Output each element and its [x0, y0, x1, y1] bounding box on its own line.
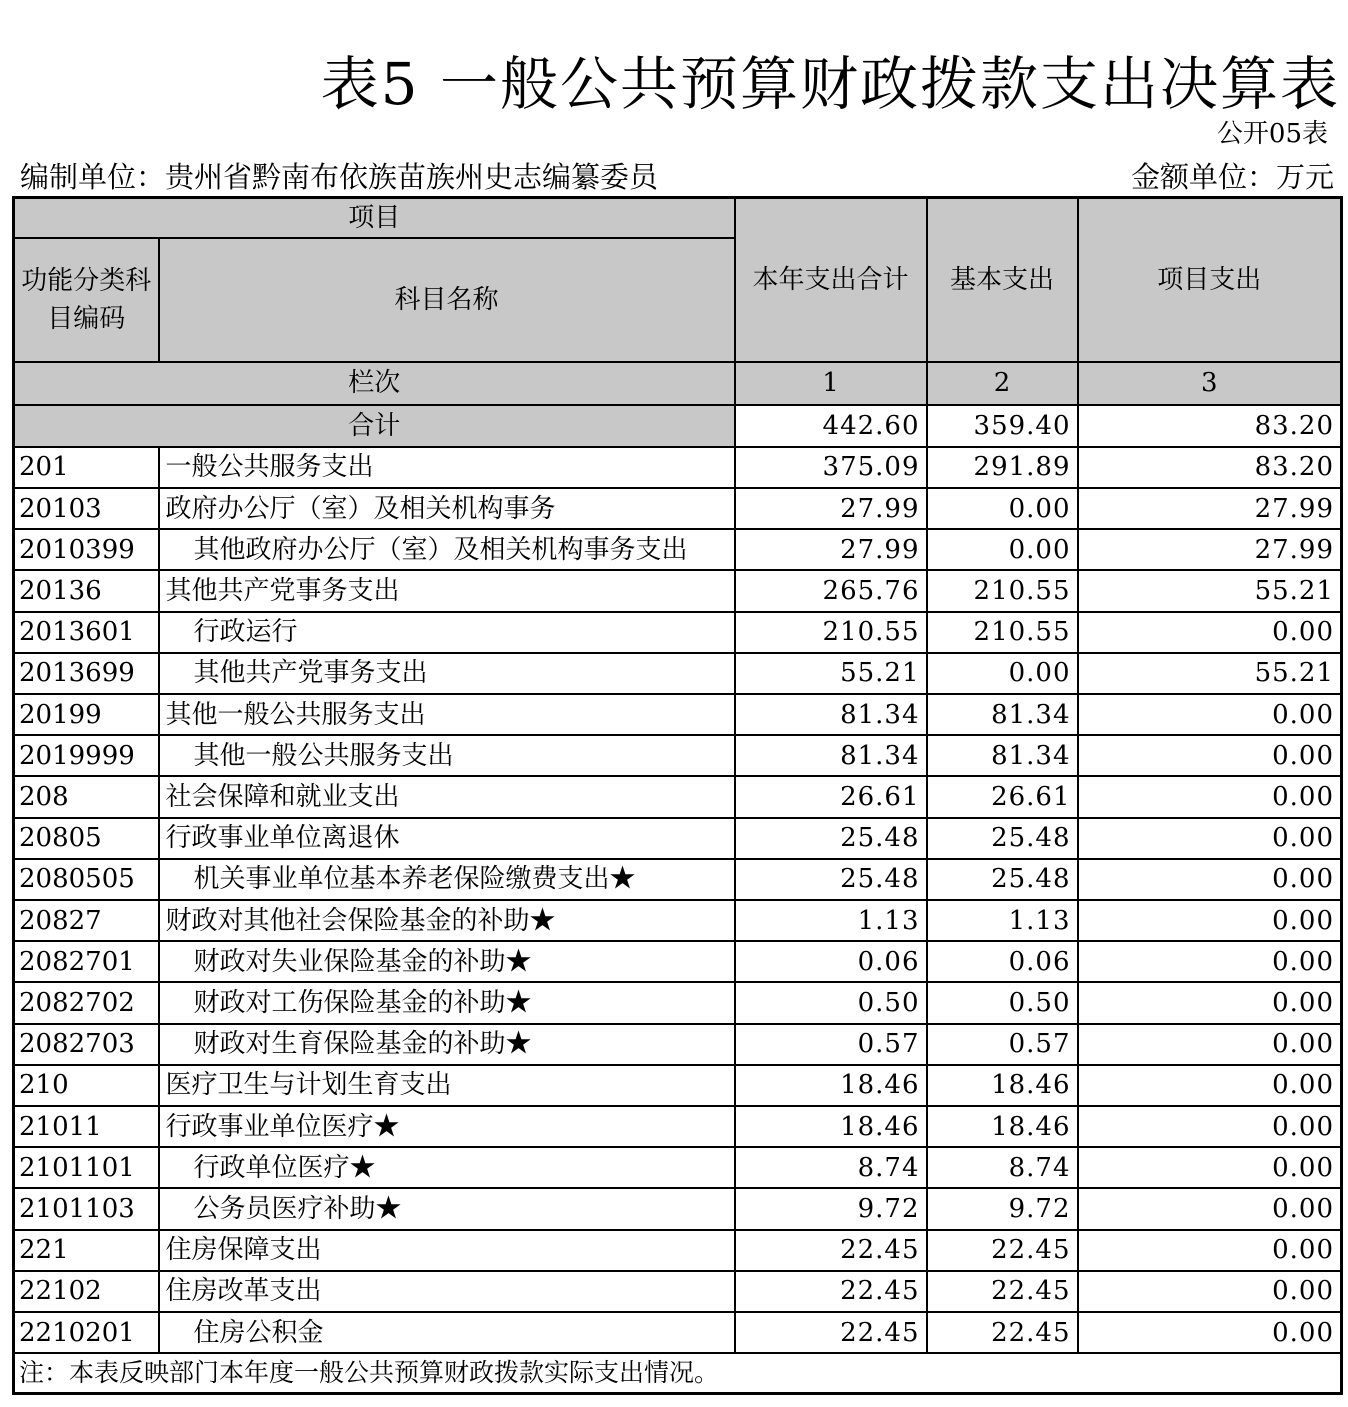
- row-project: 27.99: [1078, 488, 1342, 529]
- row-total: 18.46: [735, 1065, 927, 1106]
- row-code: 2101103: [14, 1188, 159, 1229]
- compiling-unit: 编制单位：贵州省黔南布依族苗族州史志编纂委员: [20, 160, 659, 194]
- header-project: 项目支出: [1078, 198, 1342, 363]
- row-code: 20136: [14, 570, 159, 611]
- row-name: 财政对失业保险基金的补助★: [159, 941, 735, 982]
- row-name: 其他共产党事务支出: [159, 570, 735, 611]
- table-row: [14, 1106, 1342, 1147]
- table-row: [14, 447, 1342, 488]
- row-name: 财政对其他社会保险基金的补助★: [159, 900, 735, 941]
- row-basic: 22.45: [927, 1312, 1078, 1353]
- table-row: [14, 776, 1342, 817]
- row-name: 住房保障支出: [159, 1230, 735, 1271]
- table-note: 注：本表反映部门本年度一般公共预算财政拨款实际支出情况。: [14, 1353, 1342, 1393]
- row-name: 行政单位医疗★: [159, 1147, 735, 1188]
- sum-project: 83.20: [1078, 405, 1342, 447]
- row-basic: 0.00: [927, 488, 1078, 529]
- row-code: 2013699: [14, 653, 159, 694]
- row-basic: 0.50: [927, 982, 1078, 1023]
- row-total: 22.45: [735, 1230, 927, 1271]
- row-code: 2082703: [14, 1024, 159, 1065]
- row-name: 一般公共服务支出: [159, 447, 735, 488]
- row-name: 政府办公厅（室）及相关机构事务: [159, 488, 735, 529]
- table-number: 公开05表: [1216, 119, 1328, 149]
- index-2: 2: [927, 362, 1078, 404]
- row-code: 2082701: [14, 941, 159, 982]
- table-row: [14, 1230, 1342, 1271]
- row-total: 27.99: [735, 529, 927, 570]
- row-basic: 81.34: [927, 735, 1078, 776]
- row-code: 2210201: [14, 1312, 159, 1353]
- table-row: [14, 570, 1342, 611]
- row-code: 21011: [14, 1106, 159, 1147]
- row-basic: 18.46: [927, 1065, 1078, 1106]
- row-name: 行政事业单位离退休: [159, 818, 735, 859]
- row-name: 公务员医疗补助★: [159, 1188, 735, 1229]
- table-row: [14, 982, 1342, 1023]
- row-project: 0.00: [1078, 1312, 1342, 1353]
- row-total: 55.21: [735, 653, 927, 694]
- row-name: 其他一般公共服务支出: [159, 694, 735, 735]
- table-row: [14, 1065, 1342, 1106]
- row-total: 22.45: [735, 1271, 927, 1312]
- sum-basic: 359.40: [927, 405, 1078, 447]
- header-total: 本年支出合计: [735, 198, 927, 363]
- row-total: 1.13: [735, 900, 927, 941]
- row-total: 22.45: [735, 1312, 927, 1353]
- row-total: 0.06: [735, 941, 927, 982]
- row-project: 0.00: [1078, 818, 1342, 859]
- table-row: [14, 818, 1342, 859]
- row-project: 83.20: [1078, 447, 1342, 488]
- sum-row: [14, 405, 1342, 447]
- row-name: 行政事业单位医疗★: [159, 1106, 735, 1147]
- row-name: 其他一般公共服务支出: [159, 735, 735, 776]
- header-name: 科目名称: [159, 238, 735, 363]
- row-code: 2019999: [14, 735, 159, 776]
- row-basic: 0.06: [927, 941, 1078, 982]
- row-total: 210.55: [735, 612, 927, 653]
- row-basic: 0.00: [927, 653, 1078, 694]
- row-code: 201: [14, 447, 159, 488]
- index-3: 3: [1078, 362, 1342, 404]
- row-code: 221: [14, 1230, 159, 1271]
- row-code: 20103: [14, 488, 159, 529]
- row-basic: 18.46: [927, 1106, 1078, 1147]
- row-total: 0.50: [735, 982, 927, 1023]
- row-project: 0.00: [1078, 1147, 1342, 1188]
- row-code: 20827: [14, 900, 159, 941]
- table-row: [14, 1024, 1342, 1065]
- row-total: 25.48: [735, 818, 927, 859]
- row-total: 18.46: [735, 1106, 927, 1147]
- row-project: 0.00: [1078, 941, 1342, 982]
- row-basic: 210.55: [927, 612, 1078, 653]
- table-row: [14, 941, 1342, 982]
- amount-unit: 金额单位：万元: [1130, 160, 1334, 194]
- row-basic: 291.89: [927, 447, 1078, 488]
- row-basic: 22.45: [927, 1230, 1078, 1271]
- row-project: 0.00: [1078, 612, 1342, 653]
- row-name: 其他共产党事务支出: [159, 653, 735, 694]
- row-basic: 8.74: [927, 1147, 1078, 1188]
- header-basic: 基本支出: [927, 198, 1078, 363]
- row-code: 20199: [14, 694, 159, 735]
- row-basic: 210.55: [927, 570, 1078, 611]
- row-name: 财政对工伤保险基金的补助★: [159, 982, 735, 1023]
- row-basic: 0.00: [927, 529, 1078, 570]
- row-name: 行政运行: [159, 612, 735, 653]
- index-label: 栏次: [14, 362, 735, 404]
- header-code: 功能分类科目编码: [14, 238, 159, 363]
- row-code: 2080505: [14, 859, 159, 900]
- table-row: [14, 1271, 1342, 1312]
- row-project: 27.99: [1078, 529, 1342, 570]
- row-code: 2101101: [14, 1147, 159, 1188]
- table-row: [14, 612, 1342, 653]
- row-project: 0.00: [1078, 735, 1342, 776]
- row-name: 住房改革支出: [159, 1271, 735, 1312]
- row-code: 20805: [14, 818, 159, 859]
- row-name: 财政对生育保险基金的补助★: [159, 1024, 735, 1065]
- table-row: [14, 1188, 1342, 1229]
- row-project: 0.00: [1078, 1065, 1342, 1106]
- table-row: [14, 653, 1342, 694]
- row-basic: 0.57: [927, 1024, 1078, 1065]
- row-basic: 9.72: [927, 1188, 1078, 1229]
- row-name: 其他政府办公厅（室）及相关机构事务支出: [159, 529, 735, 570]
- row-project: 0.00: [1078, 776, 1342, 817]
- row-name: 医疗卫生与计划生育支出: [159, 1065, 735, 1106]
- row-name: 社会保障和就业支出: [159, 776, 735, 817]
- row-total: 0.57: [735, 1024, 927, 1065]
- row-project: 0.00: [1078, 694, 1342, 735]
- row-project: 55.21: [1078, 653, 1342, 694]
- sum-total: 442.60: [735, 405, 927, 447]
- row-code: 2013601: [14, 612, 159, 653]
- table-row: [14, 1312, 1342, 1353]
- row-basic: 25.48: [927, 859, 1078, 900]
- row-code: 2082702: [14, 982, 159, 1023]
- row-code: 2010399: [14, 529, 159, 570]
- row-name: 住房公积金: [159, 1312, 735, 1353]
- row-total: 25.48: [735, 859, 927, 900]
- row-code: 210: [14, 1065, 159, 1106]
- row-project: 0.00: [1078, 1106, 1342, 1147]
- sum-label: 合计: [14, 405, 735, 447]
- row-code: 208: [14, 776, 159, 817]
- row-code: 22102: [14, 1271, 159, 1312]
- table-row: [14, 488, 1342, 529]
- row-basic: 1.13: [927, 900, 1078, 941]
- row-total: 26.61: [735, 776, 927, 817]
- row-basic: 25.48: [927, 818, 1078, 859]
- table-row: [14, 900, 1342, 941]
- row-project: 0.00: [1078, 1188, 1342, 1229]
- row-basic: 22.45: [927, 1271, 1078, 1312]
- table-row: [14, 859, 1342, 900]
- row-project: 55.21: [1078, 570, 1342, 611]
- page-title: 表5 一般公共预算财政拨款支出决算表: [320, 50, 1340, 118]
- row-name: 机关事业单位基本养老保险缴费支出★: [159, 859, 735, 900]
- row-project: 0.00: [1078, 982, 1342, 1023]
- row-basic: 26.61: [927, 776, 1078, 817]
- row-total: 81.34: [735, 694, 927, 735]
- index-1: 1: [735, 362, 927, 404]
- row-total: 8.74: [735, 1147, 927, 1188]
- row-total: 27.99: [735, 488, 927, 529]
- row-project: 0.00: [1078, 900, 1342, 941]
- row-basic: 81.34: [927, 694, 1078, 735]
- table-row: [14, 694, 1342, 735]
- row-total: 265.76: [735, 570, 927, 611]
- expenditure-table: [12, 196, 1343, 1395]
- row-project: 0.00: [1078, 1271, 1342, 1312]
- table-row: [14, 529, 1342, 570]
- row-total: 9.72: [735, 1188, 927, 1229]
- row-total: 375.09: [735, 447, 927, 488]
- row-total: 81.34: [735, 735, 927, 776]
- row-project: 0.00: [1078, 1024, 1342, 1065]
- table-row: [14, 735, 1342, 776]
- header-item: 项目: [14, 198, 735, 238]
- table-row: [14, 1147, 1342, 1188]
- row-project: 0.00: [1078, 1230, 1342, 1271]
- row-project: 0.00: [1078, 859, 1342, 900]
